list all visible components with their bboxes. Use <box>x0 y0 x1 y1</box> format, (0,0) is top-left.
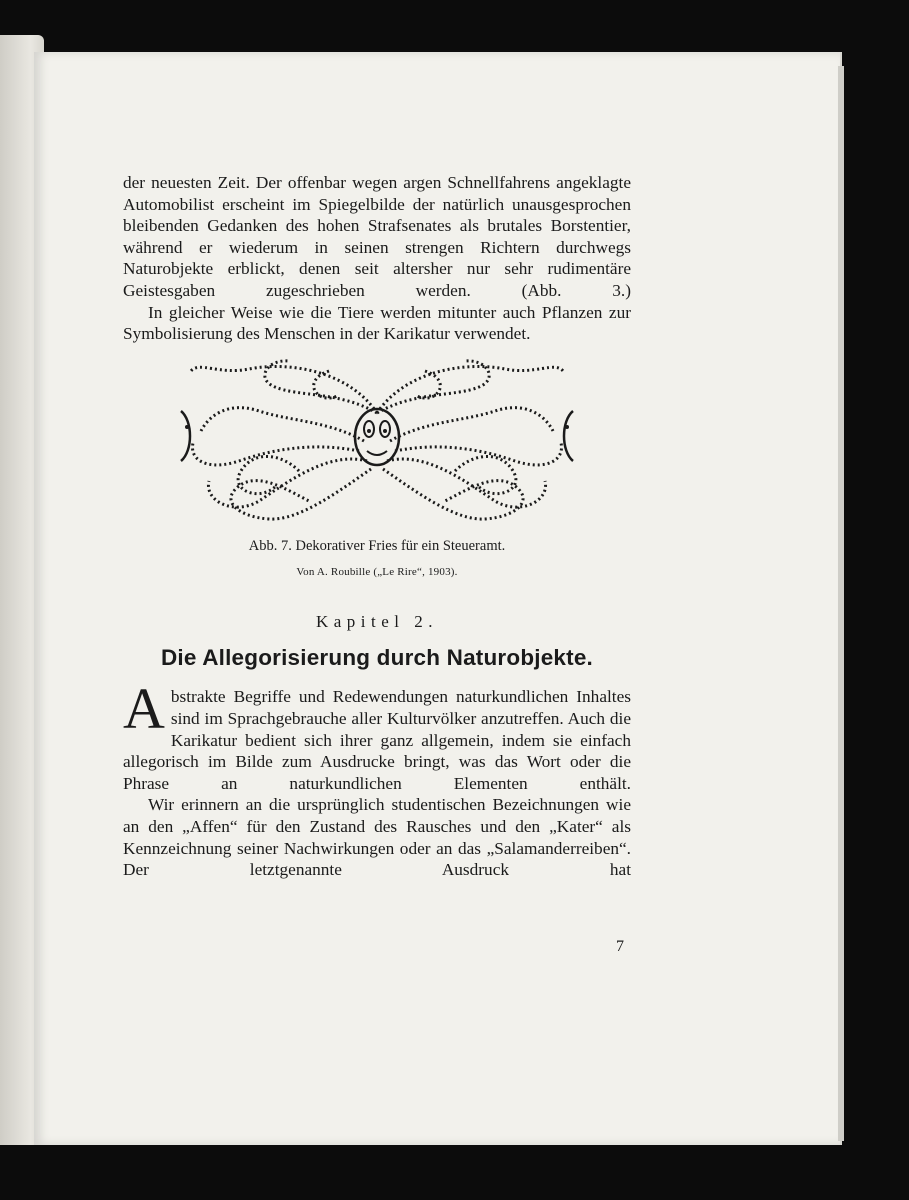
page-stack-edge <box>838 66 844 1141</box>
paragraph-3-text: bstrakte Begriffe und Redewendungen naturkundlichen Inhaltes sind im Sprachgebrauche aller Kulturvölker anzutreffen. Auch die Karikatur bedient sich ihrer ganz allgemein, indem sie einfach allegorisch im Bilde zum Ausdrucke bringt, was das Wort oder die Phrase an naturkundlichen Elementen enthält. <box>123 687 631 793</box>
figure-credit: Von A. Roubille („Le Rire“, 1903). <box>296 565 458 578</box>
octopus-frieze-illustration <box>179 351 575 527</box>
chapter-title: Die Allegorisierung durch Naturobjekte. <box>160 645 594 671</box>
page-number: 7 <box>616 938 624 955</box>
figure-caption: Abb. 7. Dekorativer Fries für ein Steueramt. <box>248 537 506 554</box>
paragraph-4: Wir erinnern an die ursprünglich studentischen Bezeichnungen wie an den „Affen“ für den Zustand des Rausches und den „Kater“ als Kennzeichnung seiner Nachwirkungen oder an das „Salamanderreiben“. Der letztgenannte Ausdruck hat <box>123 795 631 880</box>
drop-cap-letter: A <box>123 676 165 742</box>
paragraph-1: der neuesten Zeit. Der offenbar wegen argen Schnellfahrens angeklagte Automobilist erscheint im Spiegelbilde der natürlich unausgesprochen bleibenden Gedanken des hohen Strafsenates als brutales Borstentier, während er wiederum in seinen strengen Richtern durchwegs Naturobjekte erblickt, denen seit altersher nur sehr rudimentäre Geistesgaben zugeschrieben werden. (Abb. 3.) <box>123 173 631 300</box>
frieze-drawing <box>179 351 575 527</box>
chapter-label: Kapitel 2. <box>315 611 439 631</box>
paragraph-3 <box>123 676 631 794</box>
page-content <box>123 172 631 881</box>
paragraph-2: In gleicher Weise wie die Tiere werden mitunter auch Pflanzen zur Symbolisierung des Menschen in der Karikatur verwendet. <box>123 302 631 344</box>
